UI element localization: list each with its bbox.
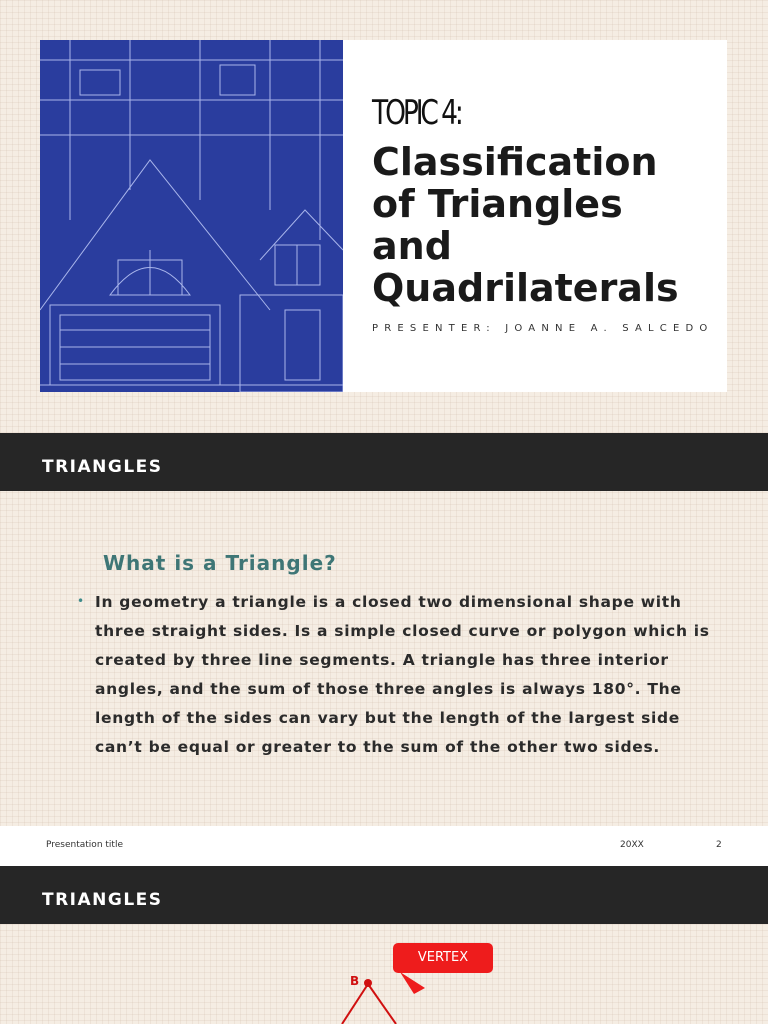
topic-label: TOPIC 4:	[372, 93, 461, 133]
triangle-side-left	[342, 984, 368, 1024]
title-line: of Triangles	[372, 182, 623, 226]
blueprint-house-image	[40, 40, 343, 392]
presentation-title	[372, 141, 712, 309]
triangle-side-right	[368, 984, 396, 1024]
footer-presentation-title: Presentation title	[46, 840, 123, 850]
vertex-point	[364, 979, 372, 987]
slide-header-title: TRIANGLES	[42, 457, 163, 477]
title-line: Classification	[372, 140, 658, 184]
triangle-definition-text: In geometry a triangle is a closed two dimensional shape with three straight sides. Is a simple closed curve or polygon which is created by three line segments. A triangle has three interior angles, and the sum of those three angles is always 180°. The length of the sides can vary but the length of the largest side can’t be equal or greater to the sum of the other two sides.	[95, 593, 710, 756]
section-question: What is a Triangle?	[103, 551, 337, 575]
bullet-icon: •	[77, 594, 85, 608]
blueprint-drawing	[40, 40, 343, 392]
title-line: and	[372, 224, 452, 268]
slide-header-title: TRIANGLES	[42, 890, 163, 910]
footer-date: 20XX	[620, 840, 644, 850]
footer-page-number: 2	[716, 840, 722, 850]
vertex-label-b: B	[350, 974, 360, 988]
presenter-name: PRESENTER: JOANNE A. SALCEDO	[372, 323, 714, 334]
title-line: Quadrilaterals	[372, 266, 679, 310]
callout-pointer	[400, 972, 425, 994]
vertex-callout: VERTEX	[393, 943, 493, 973]
